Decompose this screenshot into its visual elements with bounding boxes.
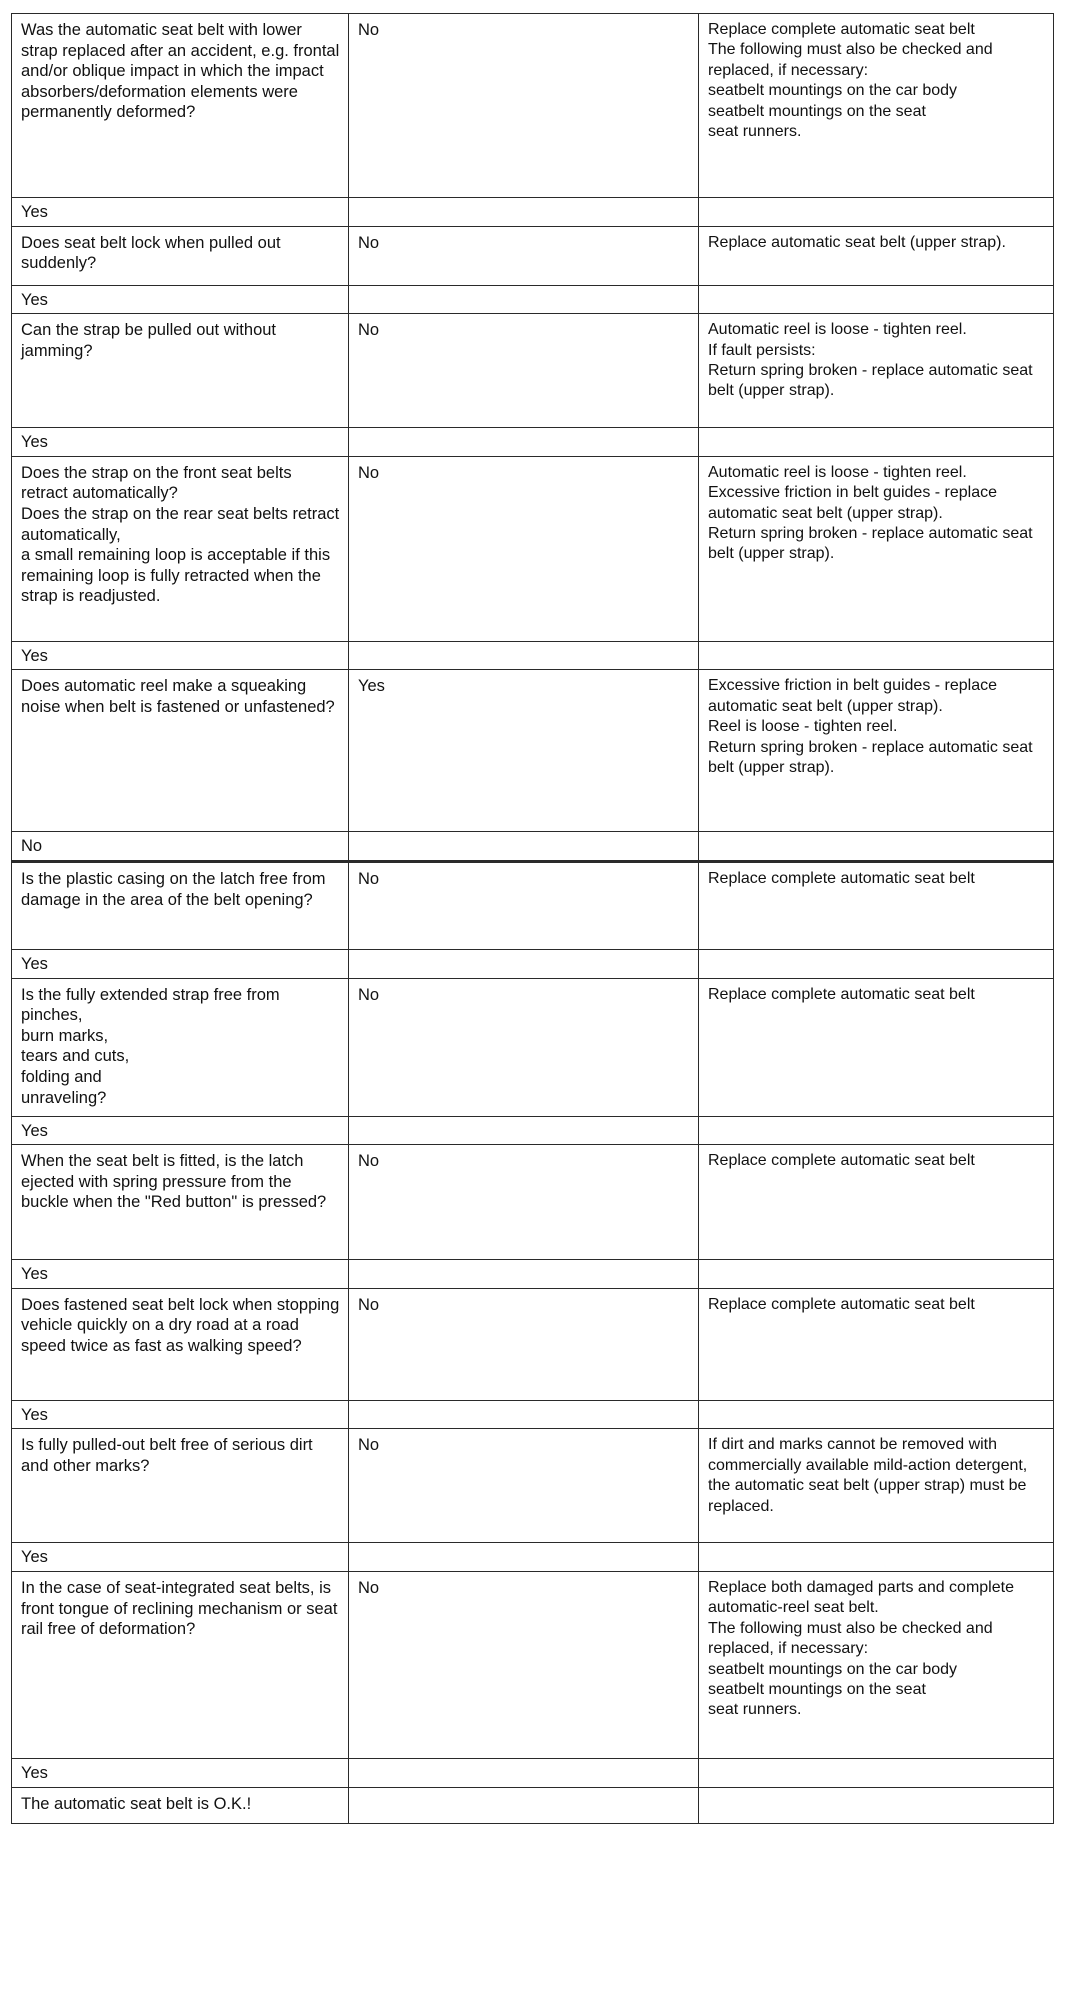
- answer-row: [12, 198, 1054, 227]
- question-cell: Does automatic reel make a squeaking noise when belt is fastened or unfastened?: [12, 670, 349, 832]
- table-row: [12, 861, 1054, 949]
- result-cell: No: [349, 861, 699, 949]
- question-cell: Is the fully extended strap free from pinches, burn marks, tears and cuts, folding and unraveling?: [12, 978, 349, 1116]
- question-cell: Does fastened seat belt lock when stopping vehicle quickly on a dry road at a road speed twice as fast as walking speed?: [12, 1288, 349, 1400]
- answer-cell: Yes: [12, 641, 349, 670]
- table-row: [12, 1288, 1054, 1400]
- remedy-cell: Replace complete automatic seat belt: [699, 978, 1054, 1116]
- remedy-cell: Replace complete automatic seat belt The following must also be checked and replaced, if necessary: seatbelt mountings on the car body seatbelt mountings on the seat seat runners.: [699, 14, 1054, 198]
- table-row: [12, 314, 1054, 428]
- result-cell: No: [349, 14, 699, 198]
- remedy-cell: Replace complete automatic seat belt: [699, 1145, 1054, 1260]
- result-cell: No: [349, 1145, 699, 1260]
- question-cell: Is the plastic casing on the latch free from damage in the area of the belt opening?: [12, 861, 349, 949]
- answer-row: [12, 1543, 1054, 1572]
- answer-cell: No: [12, 832, 349, 862]
- table-row: [12, 1429, 1054, 1543]
- answer-row: [12, 285, 1054, 314]
- answer-row: [12, 1758, 1054, 1787]
- remedy-cell: Excessive friction in belt guides - replace automatic seat belt (upper strap). Reel is loose - tighten reel. Return spring broken - replace automatic seat belt (upper strap).: [699, 670, 1054, 832]
- answer-cell: Yes: [12, 285, 349, 314]
- table-row: [12, 1571, 1054, 1758]
- answer-cell: Yes: [12, 1400, 349, 1429]
- result-cell: No: [349, 1571, 699, 1758]
- result-cell: No: [349, 456, 699, 641]
- question-cell: Does the strap on the front seat belts retract automatically? Does the strap on the rear seat belts retract automatically, a small remaining loop is acceptable if this remaining loop is fully retracted when the strap is readjusted.: [12, 456, 349, 641]
- answer-row: [12, 1116, 1054, 1145]
- answer-cell: Yes: [12, 1116, 349, 1145]
- result-cell: No: [349, 1429, 699, 1543]
- remedy-cell: Replace complete automatic seat belt: [699, 861, 1054, 949]
- table-row: [12, 1145, 1054, 1260]
- seat-belt-diagnostic-table: [11, 13, 1054, 1824]
- answer-cell: Yes: [12, 949, 349, 978]
- remedy-cell: Replace automatic seat belt (upper strap).: [699, 226, 1054, 285]
- remedy-cell: Automatic reel is loose - tighten reel. If fault persists: Return spring broken - replace automatic seat belt (upper strap).: [699, 314, 1054, 428]
- answer-cell: Yes: [12, 1543, 349, 1572]
- result-cell: No: [349, 314, 699, 428]
- answer-row: [12, 832, 1054, 862]
- result-cell: Yes: [349, 670, 699, 832]
- table-row: [12, 226, 1054, 285]
- remedy-cell: Replace both damaged parts and complete automatic-reel seat belt. The following must also be checked and replaced, if necessary: seatbelt mountings on the car body seatbelt mountings on the seat seat runners.: [699, 1571, 1054, 1758]
- answer-row: [12, 641, 1054, 670]
- remedy-cell: If dirt and marks cannot be removed with commercially available mild-action detergent, the automatic seat belt (upper strap) must be replaced.: [699, 1429, 1054, 1543]
- table-row: [12, 978, 1054, 1116]
- answer-row: [12, 1260, 1054, 1289]
- answer-row: [12, 428, 1054, 457]
- answer-cell: Yes: [12, 198, 349, 227]
- question-cell: When the seat belt is fitted, is the latch ejected with spring pressure from the buckle when the "Red button" is pressed?: [12, 1145, 349, 1260]
- result-cell: No: [349, 226, 699, 285]
- answer-cell: Yes: [12, 1260, 349, 1289]
- question-cell: Does seat belt lock when pulled out suddenly?: [12, 226, 349, 285]
- result-cell: No: [349, 978, 699, 1116]
- conclusion-row: [12, 1787, 1054, 1823]
- table-row: [12, 670, 1054, 832]
- question-cell: In the case of seat-integrated seat belts, is front tongue of reclining mechanism or seat rail free of deformation?: [12, 1571, 349, 1758]
- question-cell: Is fully pulled-out belt free of serious dirt and other marks?: [12, 1429, 349, 1543]
- result-cell: No: [349, 1288, 699, 1400]
- answer-row: [12, 1400, 1054, 1429]
- answer-cell: Yes: [12, 1758, 349, 1787]
- remedy-cell: Automatic reel is loose - tighten reel. Excessive friction in belt guides - replace automatic seat belt (upper strap). Return spring broken - replace automatic seat belt (upper strap).: [699, 456, 1054, 641]
- question-cell: Can the strap be pulled out without jamming?: [12, 314, 349, 428]
- table-row: [12, 456, 1054, 641]
- answer-cell: Yes: [12, 428, 349, 457]
- conclusion-cell: The automatic seat belt is O.K.!: [12, 1787, 349, 1823]
- remedy-cell: Replace complete automatic seat belt: [699, 1288, 1054, 1400]
- answer-row: [12, 949, 1054, 978]
- table-row: [12, 14, 1054, 198]
- question-cell: Was the automatic seat belt with lower strap replaced after an accident, e.g. frontal and/or oblique impact in which the impact absorbers/deformation elements were permanently deformed?: [12, 14, 349, 198]
